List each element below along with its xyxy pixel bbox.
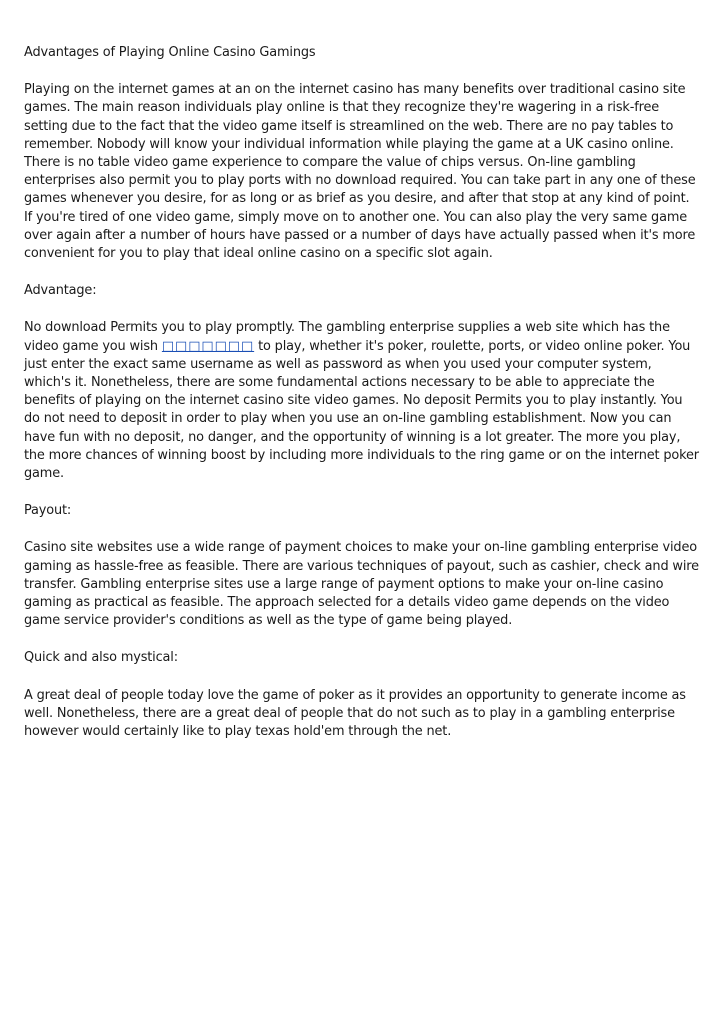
advantage-paragraph (24, 319, 700, 483)
paragraph-gap (24, 300, 700, 319)
paragraph-gap (24, 668, 700, 687)
advantage-text-before-link: No download Permits you to play promptly. The gambling enterprise supplies a web site which has the video game you wish (24, 320, 670, 354)
quick-paragraph: A great deal of people today love the game of poker as it provides an opportunity to generate income as well. Nonetheless, there are a great deal of people that do not such as to play in a gambling enterprise however would certainly like to play texas hold'em through the net. (24, 687, 686, 740)
quick-heading: Quick and also mystical: (24, 650, 178, 666)
paragraph-gap (24, 520, 700, 539)
payout-paragraph: Casino site websites use a wide range of payment choices to make your on-line gambling enterprise video gaming as hassle-free as feasible. There are various techniques of payout, such as cashier, check and wire transfer. Gambling enterprise sites use a large range of payment options to make your on-line casino gaming as practical as feasible. The approach selected for a details video game depends on the video game service provider's conditions as well as the type of game being played. (24, 540, 699, 629)
intro-paragraph: Playing on the internet games at an on the internet casino has many benefits over traditional casino site games. The main reason individuals play online is that they recognize they're wagering in a risk-free setting due to the fact that the video game itself is streamlined on the web. There are no pay tables to remember. Nobody will know your individual information while playing the game at a UK casino online. There is no table video game experience to compare the value of chips versus. On-line gambling enterprises also permit you to play ports with no download required. You can take part in any one of these games whenever you desire, for as long or as brief as you desire, and after that stop at any kind of point. If you're tired of one video game, simply move on to another one. You can also play the very same game over again after a number of hours have passed or a number of days have actually passed when it's more convenient for you to play that ideal online casino on a specific slot again. (24, 82, 696, 262)
document-page (24, 44, 700, 741)
advantage-text-after-link: to play, whether it's poker, roulette, ports, or video online poker. You just enter the exact same username as well as password as when you used your computer system, which's it. Nonetheless, there are some fundamental actions necessary to be able to appreciate the benefits of playing on the internet casino site video games. No deposit Permits you to play instantly. You do not need to deposit in order to play when you use an on-line gambling establishment. Now you can have fun with no deposit, no danger, and the opportunity of winning is a lot greater. The more you play, the more chances of winning boost by including more individuals to the ring game or on the internet poker game. (24, 338, 699, 482)
inline-hyperlink[interactable]: □□□□□□□ (161, 338, 255, 354)
paragraph-gap (24, 263, 700, 282)
paragraph-gap (24, 62, 700, 81)
paragraph-gap (24, 483, 700, 502)
payout-heading: Payout: (24, 503, 72, 519)
advantage-heading: Advantage: (24, 283, 97, 299)
paragraph-gap (24, 630, 700, 649)
document-title: Advantages of Playing Online Casino Gamings (24, 45, 316, 60)
